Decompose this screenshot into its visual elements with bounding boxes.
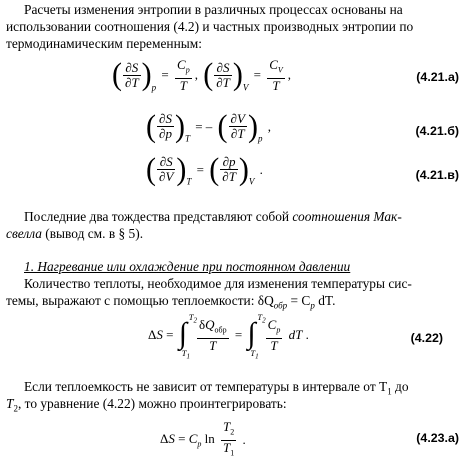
equation-4-21-v: ( $\frac{\partial S}{\partial V}$ )$_T$ = ( $\frac{\partial p}{\partial T}$ )$_V$ . [146, 151, 263, 187]
intro-line-3: термодинамическим переменным: [6, 36, 202, 51]
equation-4-22: ΔS = ∫ $T_2$ $T_1$ $\frac{\delta Q_{обр}}{T}$ = ∫ $T_2$ $T_1$ $\frac{C_p}{T}$ dT . [148, 312, 309, 361]
maxwell-line-2: свелла (вывод см. в § 5). [6, 226, 144, 241]
equation-4-21-b: ( $\frac{\partial S}{\partial p}$ )$_T$ = – ( $\frac{\partial V}{\partial T}$ )$_p$ , [146, 108, 271, 144]
equation-number-4-22: (4.22) [410, 331, 443, 345]
equation-number-4-23-a: (4.23.а) [416, 431, 459, 445]
cp-line-2: $T_2$, то уравнение (4.22) можно проинтегрировать: [6, 396, 287, 414]
equation-4-21-a: ( $\frac{\partial S}{\partial T}$ )$_p$ = $\frac{C_p}{T}$ , ( $\frac{\partial S}{\partial T}$ )$_V$ = $\frac{C_V}{T}$ , [112, 57, 292, 93]
cp-line-1: Если теплоемкость не зависит от температуры в интервале от $T_1$ до [24, 379, 409, 397]
equation-number-4-21-v: (4.21.в) [415, 168, 459, 182]
intro-line-1: Расчеты изменения энтропии в различных процессах основаны на [24, 2, 403, 17]
intro-line-2: использовании соотношения (4.2) и частных производных энтропии по [6, 19, 414, 34]
equation-number-4-21-b: (4.21.б) [415, 124, 459, 138]
heat-line-1: Количество теплоты, необходимое для изменения температуры сис- [24, 276, 412, 291]
heat-line-2: темы, выражают с помощью теплоемкости: $\delta Q_{обр} = C_p$ dT. [6, 293, 336, 311]
equation-number-4-21-a: (4.21.а) [416, 70, 459, 84]
maxwell-line-1: Последние два тождества представляют собой соотношения Мак- [24, 209, 402, 224]
section-heading: 1. Нагревание или охлаждение при постоянном давлении [24, 259, 351, 274]
equation-4-23-a: $\Delta S = C_p$ ln $\frac{T_2}{T_1}$ . [160, 419, 246, 458]
